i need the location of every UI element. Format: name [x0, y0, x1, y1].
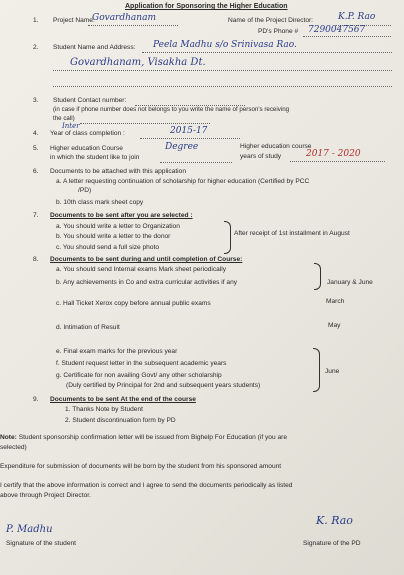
project-name-label: Project Name: — [53, 17, 95, 24]
section-6-heading: Documents to be attached with this application — [50, 168, 186, 175]
note-label: Note: — [0, 434, 17, 441]
section-8d-timing: May — [328, 322, 341, 329]
section-7b: b. You should write a letter to the donor — [56, 233, 171, 240]
bracket — [224, 221, 231, 254]
course-label-2: in which the student like to join — [50, 154, 140, 161]
student-line-1 — [142, 52, 392, 53]
section-8e: e. Final exam marks for the previous year — [56, 348, 178, 355]
student-line-3 — [53, 86, 392, 87]
year-label: Year of class completion : — [50, 130, 125, 137]
section-8b-timing: January & June — [327, 279, 373, 286]
section-7a: a. You should write a letter to Organization — [56, 223, 180, 230]
section-8c-timing: March — [326, 298, 345, 305]
years-label: Higher education course — [240, 143, 312, 150]
pd-signature-label: Signature of the PD — [303, 540, 361, 547]
section-number: 9. — [33, 396, 39, 403]
pd-signature: K. Rao — [316, 514, 353, 527]
section-8-heading: Documents to be sent during and until completion of Course: — [50, 256, 243, 263]
section-6a-cont: /PD) — [78, 187, 92, 194]
section-8c: c. Hall Ticket Xerox copy before annual public exams — [56, 300, 211, 307]
student-name-value: Peela Madhu s/o Srinivasa Rao. — [153, 40, 297, 50]
section-6b: b. 10th class mark sheet copy — [56, 199, 144, 206]
student-address-value: Govardhanam, Visakha Dt. — [70, 57, 206, 68]
section-number: 4. — [33, 130, 39, 137]
section-7-timing: After receipt of 1st installment in August — [234, 230, 350, 237]
project-name-value: Govardhanam — [92, 13, 156, 23]
course-label: Higher education Course — [50, 145, 123, 152]
year-prefix-value: Inter — [62, 122, 80, 130]
note-text: Student sponsorship confirmation letter will be issued from Bighelp For Education (if you are — [18, 434, 287, 441]
page-title: Application for Sponsoring the Higher Education — [125, 3, 288, 10]
bracket — [313, 348, 320, 392]
section-number: 3. — [33, 97, 39, 104]
pd-phone-label: PD's Phone # — [258, 28, 299, 35]
student-line-2 — [53, 70, 392, 71]
expenditure-text: Expenditure for submission of documents will be born by the student from his sponsored amount — [0, 463, 282, 470]
student-signature-label: Signature of the student — [6, 540, 77, 547]
certify-text: I certify that the above information is correct and I agree to send the documents periodically as listed — [0, 482, 293, 489]
course-value: Degree — [165, 142, 199, 152]
years-label-2: years of study — [240, 153, 282, 160]
note-line — [0, 434, 287, 442]
contact-label: Student Contact number: — [53, 97, 127, 104]
section-9-heading: Documents to be sent At the end of the course — [50, 396, 196, 403]
director-value: K.P. Rao — [338, 12, 376, 22]
section-number: 5. — [33, 145, 39, 152]
section-number: 1. — [33, 17, 39, 24]
section-8g: g. Certificate for non availing Govt/ any other scholarship — [56, 372, 222, 379]
year-line — [140, 138, 240, 139]
bracket — [314, 263, 321, 290]
year-value: 2015-17 — [170, 126, 208, 136]
student-signature: P. Madhu — [6, 524, 53, 535]
section-8d: d. Intimation of Result — [56, 324, 120, 331]
project-name-line — [88, 25, 178, 26]
section-number: 7. — [33, 212, 39, 219]
student-label: Student Name and Address: — [53, 44, 136, 51]
course-line — [160, 162, 232, 163]
section-number: 8. — [33, 256, 39, 263]
contact-note: (in case if phone number does not belongs to you write the name of person's receiving — [53, 106, 290, 113]
section-8g-cont: (Duly certified by Principal for 2nd and subsequent years students) — [66, 382, 261, 389]
section-number: 6. — [33, 168, 39, 175]
contact-name-line — [80, 123, 210, 124]
section-9-item-2: 2. Student discontinuation form by PD — [65, 417, 176, 424]
section-8efg-timing: June — [325, 368, 340, 375]
section-9-item-1: 1. Thanks Note by Student — [65, 406, 143, 413]
section-8f: f. Student request letter in the subsequent academic years — [56, 360, 227, 367]
section-8b: b. Any achievements in Co and extra curricular activities if any — [56, 279, 238, 286]
years-line — [290, 161, 385, 162]
pd-phone-line — [303, 36, 391, 37]
section-6a: a. A letter requesting continuation of scholarship for higher education (Certified by PCC — [56, 178, 310, 185]
years-value: 2017 - 2020 — [306, 149, 361, 159]
note-text-cont: selected) — [0, 444, 27, 451]
section-7-heading: Documents to be sent after you are selected : — [50, 212, 193, 219]
certify-text-cont: above through Project Director. — [0, 492, 91, 499]
pd-phone-value: 7290047567 — [308, 25, 366, 35]
section-number: 2. — [33, 44, 39, 51]
section-8a: a. You should send Internal exams Mark sheet periodically — [56, 266, 227, 273]
contact-note-2: the call) — [53, 115, 75, 122]
director-label: Name of the Project Director: — [228, 17, 314, 24]
section-7c: c. You should send a full size photo — [56, 244, 160, 251]
